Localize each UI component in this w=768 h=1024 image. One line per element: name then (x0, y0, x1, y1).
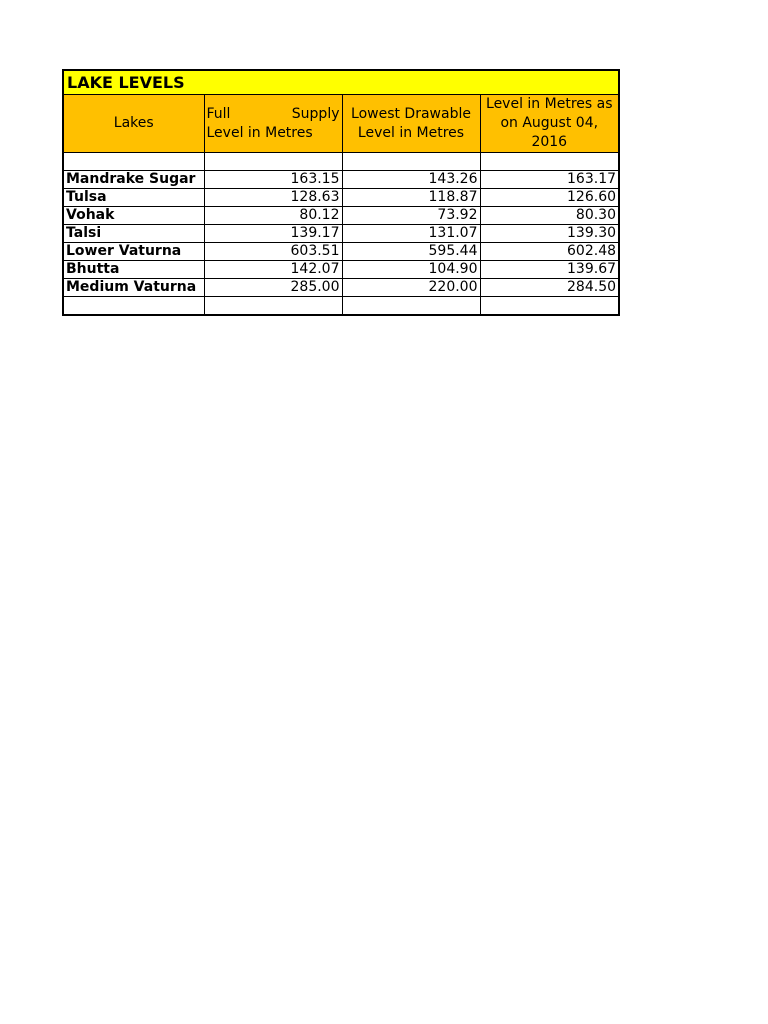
current-level-cell[interactable]: 284.50 (480, 279, 619, 297)
lake-name-cell[interactable]: Lower Vaturna (63, 243, 204, 261)
table-row (63, 261, 619, 279)
lake-levels-table (62, 69, 620, 316)
header-full-supply-line2: Level in Metres (206, 124, 313, 141)
full-supply-level-cell[interactable]: 139.17 (204, 225, 342, 243)
header-lowest-drawable-level[interactable]: Lowest Drawable Level in Metres (342, 95, 480, 153)
full-supply-level-cell[interactable]: 603.51 (204, 243, 342, 261)
spreadsheet-area (62, 69, 618, 316)
header-full-supply-level[interactable] (204, 95, 342, 153)
blank-row (63, 153, 619, 171)
table-row (63, 171, 619, 189)
header-row (63, 95, 619, 153)
current-level-cell[interactable]: 126.60 (480, 189, 619, 207)
table-row (63, 279, 619, 297)
header-full-supply-word1: Full (206, 105, 231, 122)
lowest-drawable-level-cell[interactable]: 104.90 (342, 261, 480, 279)
header-lakes[interactable]: Lakes (63, 95, 204, 153)
empty-cell[interactable] (204, 153, 342, 171)
full-supply-level-cell[interactable]: 128.63 (204, 189, 342, 207)
title-row (63, 70, 619, 95)
table-title[interactable]: LAKE LEVELS (63, 70, 619, 95)
lowest-drawable-level-cell[interactable]: 73.92 (342, 207, 480, 225)
blank-row (63, 297, 619, 316)
lowest-drawable-level-cell[interactable]: 595.44 (342, 243, 480, 261)
lowest-drawable-level-cell[interactable]: 143.26 (342, 171, 480, 189)
lake-name-cell[interactable]: Medium Vaturna (63, 279, 204, 297)
empty-cell[interactable] (204, 297, 342, 316)
empty-cell[interactable] (342, 297, 480, 316)
empty-cell[interactable] (63, 297, 204, 316)
current-level-cell[interactable]: 80.30 (480, 207, 619, 225)
lake-name-cell[interactable]: Vohak (63, 207, 204, 225)
full-supply-level-cell[interactable]: 142.07 (204, 261, 342, 279)
table-body (63, 171, 619, 297)
lake-name-cell[interactable]: Mandrake Sugar (63, 171, 204, 189)
table-row (63, 189, 619, 207)
header-full-supply-line1 (207, 105, 340, 124)
lowest-drawable-level-cell[interactable]: 131.07 (342, 225, 480, 243)
current-level-cell[interactable]: 602.48 (480, 243, 619, 261)
current-level-cell[interactable]: 163.17 (480, 171, 619, 189)
full-supply-level-cell[interactable]: 80.12 (204, 207, 342, 225)
empty-cell[interactable] (480, 153, 619, 171)
header-current-level[interactable]: Level in Metres as on August 04, 2016 (480, 95, 619, 153)
table-row (63, 207, 619, 225)
empty-cell[interactable] (63, 153, 204, 171)
lowest-drawable-level-cell[interactable]: 220.00 (342, 279, 480, 297)
current-level-cell[interactable]: 139.67 (480, 261, 619, 279)
lake-name-cell[interactable]: Tulsa (63, 189, 204, 207)
lake-name-cell[interactable]: Bhutta (63, 261, 204, 279)
header-full-supply-word2: Supply (291, 105, 340, 122)
empty-cell[interactable] (342, 153, 480, 171)
table-row (63, 243, 619, 261)
empty-cell[interactable] (480, 297, 619, 316)
lake-name-cell[interactable]: Talsi (63, 225, 204, 243)
table-row (63, 225, 619, 243)
full-supply-level-cell[interactable]: 163.15 (204, 171, 342, 189)
current-level-cell[interactable]: 139.30 (480, 225, 619, 243)
full-supply-level-cell[interactable]: 285.00 (204, 279, 342, 297)
lowest-drawable-level-cell[interactable]: 118.87 (342, 189, 480, 207)
